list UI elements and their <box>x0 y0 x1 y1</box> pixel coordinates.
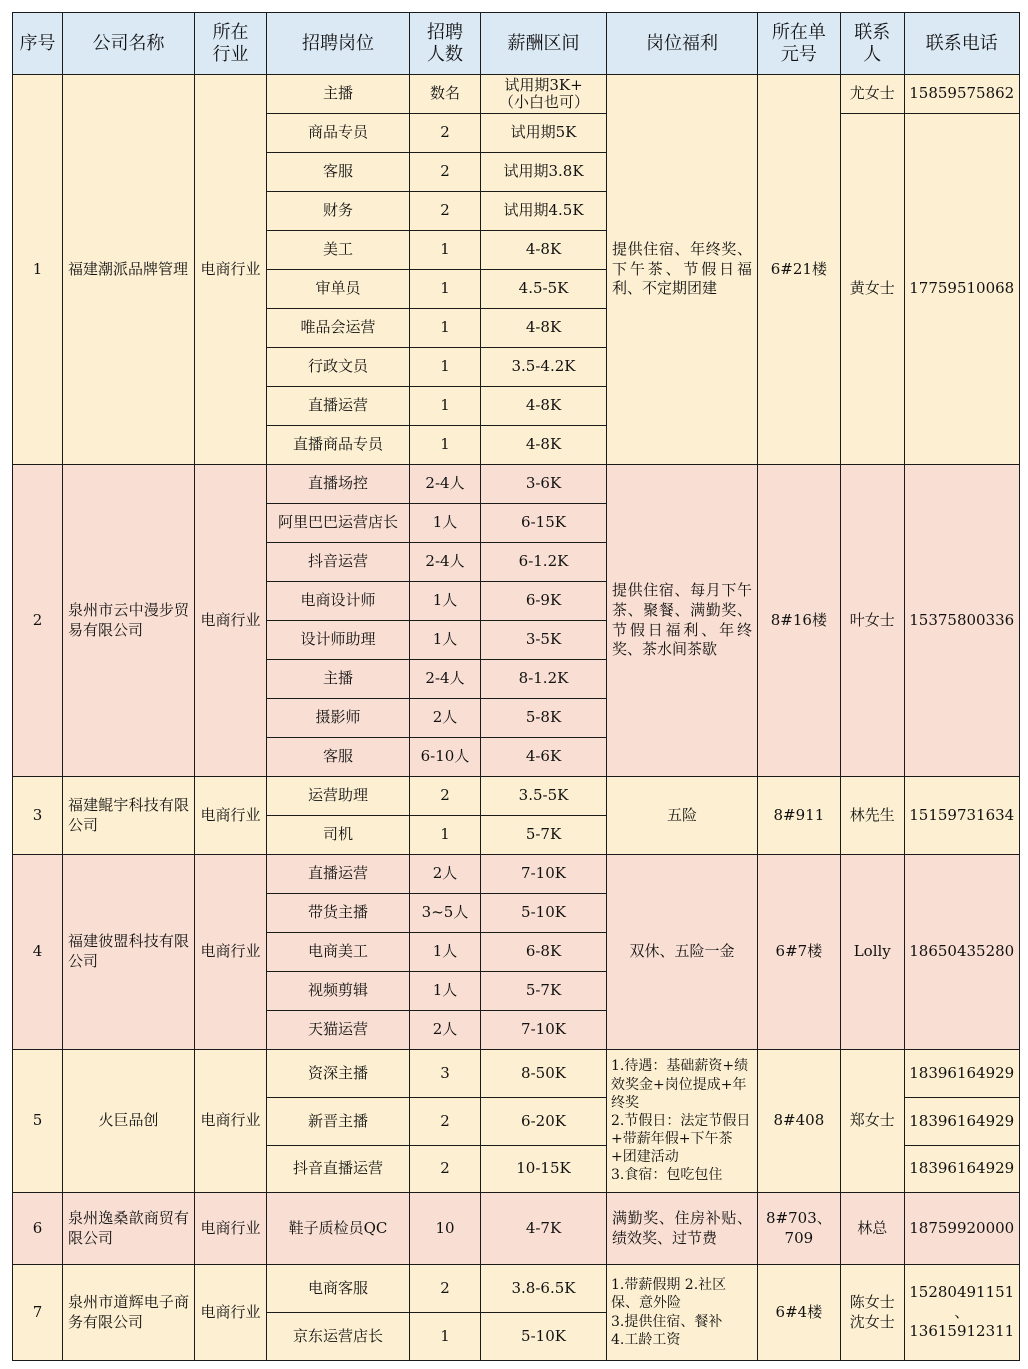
header-benefits: 岗位福利 <box>607 13 758 75</box>
row-number: 7 <box>13 1265 63 1361</box>
job-salary: 试用期3K+（小白也可） <box>481 75 607 114</box>
industry: 电商行业 <box>195 1193 267 1265</box>
header-phone: 联系电话 <box>904 13 1019 75</box>
contact-person: 林先生 <box>840 777 904 855</box>
benefits: 满勤奖、住房补贴、绩效奖、过节费 <box>607 1193 758 1265</box>
job-title: 阿里巴巴运营店长 <box>267 504 410 543</box>
job-title: 主播 <box>267 75 410 114</box>
job-salary: 4-8K <box>481 231 607 270</box>
header-position: 招聘岗位 <box>267 13 410 75</box>
job-count: 2-4人 <box>410 660 481 699</box>
job-count: 2-4人 <box>410 465 481 504</box>
job-salary: 4-8K <box>481 309 607 348</box>
job-salary: 8-50K <box>481 1050 607 1098</box>
benefits: 双休、五险一金 <box>607 855 758 1050</box>
job-title: 京东运营店长 <box>267 1313 410 1361</box>
contact-person-2: 沈女士 <box>849 1312 895 1331</box>
job-title: 电商设计师 <box>267 582 410 621</box>
job-title: 主播 <box>267 660 410 699</box>
job-title: 鞋子质检员QC <box>267 1193 410 1265</box>
table-row <box>13 1193 1020 1265</box>
contact-phone-1: 15280491151 <box>909 1282 1015 1301</box>
job-title: 客服 <box>267 153 410 192</box>
job-count: 1人 <box>410 972 481 1011</box>
row-number: 6 <box>13 1193 63 1265</box>
job-salary: 6-1.2K <box>481 543 607 582</box>
contact-phone: 18650435280 <box>904 855 1019 1050</box>
job-salary: 7-10K <box>481 1011 607 1050</box>
industry: 电商行业 <box>195 855 267 1050</box>
job-count: 1 <box>410 348 481 387</box>
job-title: 带货主播 <box>267 894 410 933</box>
job-title: 商品专员 <box>267 114 410 153</box>
unit-number: 6#7楼 <box>758 855 841 1050</box>
job-count: 2人 <box>410 855 481 894</box>
job-count: 1 <box>410 816 481 855</box>
job-salary: 6-8K <box>481 933 607 972</box>
contact-phone: 18396164929 <box>904 1050 1019 1098</box>
benefit-line: 1.待遇：基础薪资+绩效奖金+岗位提成+年终奖 <box>611 1058 749 1111</box>
job-count: 10 <box>410 1193 481 1265</box>
job-title: 审单员 <box>267 270 410 309</box>
job-count: 2 <box>410 1265 481 1313</box>
unit-number: 6#4楼 <box>758 1265 841 1361</box>
job-salary: 4-7K <box>481 1193 607 1265</box>
job-title: 视频剪辑 <box>267 972 410 1011</box>
job-count: 数名 <box>410 75 481 114</box>
header-salary: 薪酬区间 <box>481 13 607 75</box>
header-contact: 联系人 <box>840 13 904 75</box>
benefit-line: 1.带薪假期 2.社区保、意外险 <box>611 1277 727 1312</box>
job-salary: 3-5K <box>481 621 607 660</box>
company-name: 火巨品创 <box>63 1050 195 1193</box>
job-count: 3 <box>410 1050 481 1098</box>
company-name: 泉州市道辉电子商务有限公司 <box>63 1265 195 1361</box>
job-title: 电商美工 <box>267 933 410 972</box>
job-title: 直播运营 <box>267 387 410 426</box>
row-number: 4 <box>13 855 63 1050</box>
table-row <box>13 1265 1020 1313</box>
job-count: 2 <box>410 192 481 231</box>
benefits: 提供住宿、每月下午茶、聚餐、满勤奖、节假日福利、年终奖、茶水间茶歇 <box>607 465 758 777</box>
job-salary: 4-8K <box>481 387 607 426</box>
contact-phone <box>904 1265 1019 1361</box>
benefits: 五险 <box>607 777 758 855</box>
table-row <box>13 1050 1020 1098</box>
industry: 电商行业 <box>195 777 267 855</box>
header-row <box>13 13 1020 75</box>
job-title: 直播商品专员 <box>267 426 410 465</box>
table-row <box>13 777 1020 816</box>
company-name: 福建彼盟科技有限公司 <box>63 855 195 1050</box>
row-number: 1 <box>13 75 63 465</box>
job-title: 行政文员 <box>267 348 410 387</box>
job-salary: 5-10K <box>481 1313 607 1361</box>
job-count: 1人 <box>410 582 481 621</box>
contact-phone: 18759920000 <box>904 1193 1019 1265</box>
job-title: 客服 <box>267 738 410 777</box>
contact-person: 郑女士 <box>840 1050 904 1193</box>
job-title: 摄影师 <box>267 699 410 738</box>
job-title: 天猫运营 <box>267 1011 410 1050</box>
header-industry: 所在行业 <box>195 13 267 75</box>
job-count: 1 <box>410 309 481 348</box>
industry: 电商行业 <box>195 1050 267 1193</box>
job-salary: 3.5-4.2K <box>481 348 607 387</box>
job-count: 2 <box>410 1098 481 1146</box>
job-salary: 7-10K <box>481 855 607 894</box>
job-title: 新晋主播 <box>267 1098 410 1146</box>
job-salary: 试用期5K <box>481 114 607 153</box>
job-count: 1 <box>410 426 481 465</box>
job-salary: 试用期4.5K <box>481 192 607 231</box>
contact-person: Lolly <box>840 855 904 1050</box>
unit-number: 8#911 <box>758 777 841 855</box>
contact-phone: 15375800336 <box>904 465 1019 777</box>
job-count: 6-10人 <box>410 738 481 777</box>
job-salary: 3.8-6.5K <box>481 1265 607 1313</box>
job-count: 2 <box>410 777 481 816</box>
job-salary: 试用期3.8K <box>481 153 607 192</box>
job-salary: 6-15K <box>481 504 607 543</box>
benefits: 提供住宿、年终奖、下午茶、节假日福利、不定期团建 <box>607 75 758 465</box>
contact-person <box>840 1265 904 1361</box>
job-title: 电商客服 <box>267 1265 410 1313</box>
contact-person: 尤女士 <box>840 75 904 114</box>
job-salary: 4-6K <box>481 738 607 777</box>
benefit-line: 2.节假日：法定节假日+带薪年假+下午茶+团建活动 <box>611 1112 751 1166</box>
job-count: 2 <box>410 1146 481 1193</box>
job-count: 2 <box>410 153 481 192</box>
job-title: 抖音直播运营 <box>267 1146 410 1193</box>
table-row <box>13 465 1020 504</box>
contact-phone: 18396164929 <box>904 1098 1019 1146</box>
recruitment-table <box>12 12 1020 1361</box>
job-salary: 4.5-5K <box>481 270 607 309</box>
job-salary: 6-20K <box>481 1098 607 1146</box>
contact-person: 林总 <box>840 1193 904 1265</box>
contact-person: 黄女士 <box>840 114 904 465</box>
job-title: 直播场控 <box>267 465 410 504</box>
job-count: 2人 <box>410 699 481 738</box>
table-row <box>13 75 1020 114</box>
job-salary: 8-1.2K <box>481 660 607 699</box>
unit-number: 6#21楼 <box>758 75 841 465</box>
contact-phone: 15159731634 <box>904 777 1019 855</box>
contact-phone: 15859575862 <box>904 75 1019 114</box>
industry: 电商行业 <box>195 1265 267 1361</box>
job-count: 1 <box>410 1313 481 1361</box>
unit-number: 8#408 <box>758 1050 841 1193</box>
contact-phone-2: 13615912311 <box>909 1322 1015 1341</box>
industry: 电商行业 <box>195 465 267 777</box>
contact-phone-separator: 、 <box>954 1302 970 1321</box>
job-count: 2 <box>410 114 481 153</box>
benefits <box>607 1050 758 1193</box>
table-row <box>13 855 1020 894</box>
job-title: 财务 <box>267 192 410 231</box>
header-count: 招聘人数 <box>410 13 481 75</box>
company-name: 泉州市云中漫步贸易有限公司 <box>63 465 195 777</box>
benefit-line: 3.提供住宿、餐补 <box>611 1313 723 1330</box>
header-company: 公司名称 <box>63 13 195 75</box>
job-title: 唯品会运营 <box>267 309 410 348</box>
contact-person: 叶女士 <box>840 465 904 777</box>
job-title: 运营助理 <box>267 777 410 816</box>
header-no: 序号 <box>13 13 63 75</box>
unit-number: 8#703、709 <box>758 1193 841 1265</box>
job-count: 1人 <box>410 504 481 543</box>
job-count: 1 <box>410 231 481 270</box>
row-number: 3 <box>13 777 63 855</box>
company-name: 泉州逸桑歆商贸有限公司 <box>63 1193 195 1265</box>
job-title: 司机 <box>267 816 410 855</box>
job-title: 直播运营 <box>267 855 410 894</box>
row-number: 5 <box>13 1050 63 1193</box>
job-salary: 3-6K <box>481 465 607 504</box>
job-count: 1人 <box>410 933 481 972</box>
header-unit: 所在单元号 <box>758 13 841 75</box>
unit-number: 8#16楼 <box>758 465 841 777</box>
job-salary: 10-15K <box>481 1146 607 1193</box>
job-salary: 5-7K <box>481 816 607 855</box>
job-salary: 5-7K <box>481 972 607 1011</box>
job-count: 3~5人 <box>410 894 481 933</box>
contact-phone: 18396164929 <box>904 1146 1019 1193</box>
job-count: 1 <box>410 270 481 309</box>
job-title: 设计师助理 <box>267 621 410 660</box>
contact-person-1: 陈女士 <box>849 1292 895 1311</box>
job-count: 2人 <box>410 1011 481 1050</box>
benefits <box>607 1265 758 1361</box>
job-salary: 4-8K <box>481 426 607 465</box>
job-count: 2-4人 <box>410 543 481 582</box>
industry: 电商行业 <box>195 75 267 465</box>
company-name: 福建潮派品牌管理 <box>63 75 195 465</box>
contact-phone: 17759510068 <box>904 114 1019 465</box>
job-salary: 5-10K <box>481 894 607 933</box>
benefit-line: 4.工龄工资 <box>611 1331 681 1348</box>
job-salary: 5-8K <box>481 699 607 738</box>
company-name: 福建鲲宇科技有限公司 <box>63 777 195 855</box>
job-title: 资深主播 <box>267 1050 410 1098</box>
job-salary: 6-9K <box>481 582 607 621</box>
job-title: 抖音运营 <box>267 543 410 582</box>
job-salary: 3.5-5K <box>481 777 607 816</box>
row-number: 2 <box>13 465 63 777</box>
job-count: 1人 <box>410 621 481 660</box>
benefit-line: 3.食宿：包吃包住 <box>611 1167 723 1184</box>
job-count: 1 <box>410 387 481 426</box>
job-title: 美工 <box>267 231 410 270</box>
